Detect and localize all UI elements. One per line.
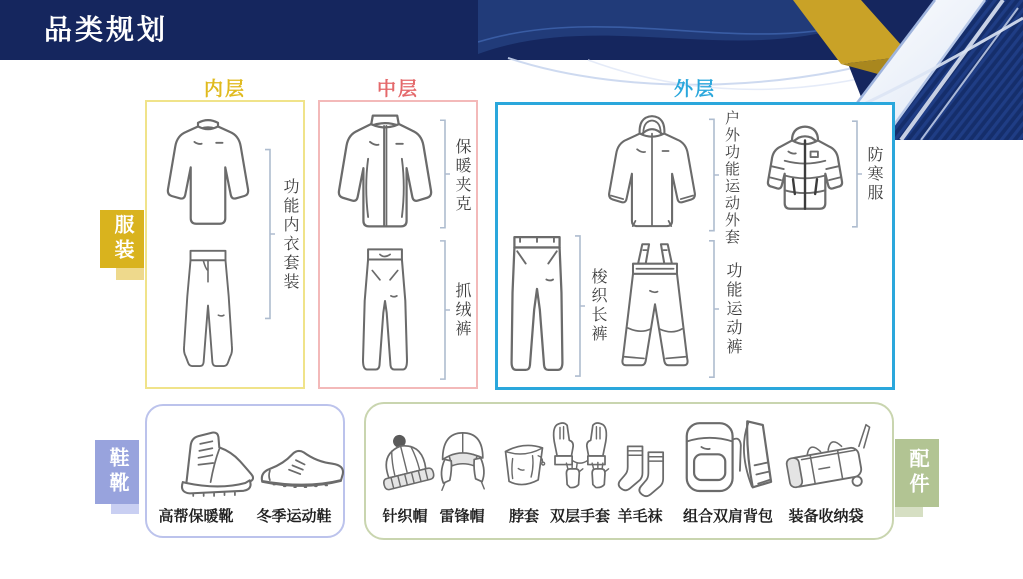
base-layer-top-icon [158,112,258,230]
item-label: 脖套 [508,508,539,525]
shell-jacket-icon [597,109,707,235]
item-label: 冬季运动鞋 [256,508,332,525]
bracket-label-insulated-jacket: 保暖夹克 [453,138,470,214]
item-label: 双层手套 [549,508,610,525]
bracket-label-woven-pants: 梭织长裤 [589,268,606,344]
knit-hat-icon [374,420,436,502]
bib-pants-icon [611,230,699,382]
boot-icon [162,423,254,503]
layer-title-middle: 中层 [376,79,419,100]
page-title: 品类规划 [44,14,169,45]
backpack-icon [672,414,784,502]
woven-pants-icon [505,229,569,379]
bracket-label-fleece-pants: 抓绒裤 [453,281,470,339]
layer-title-inner: 内层 [203,79,246,100]
bracket [849,119,863,229]
header-bar [0,0,1023,60]
apparel-badge: 服装 [100,210,144,268]
duffel-bag-icon [775,412,877,502]
base-layer-pants-icon [177,230,239,386]
fleece-pants-icon [352,233,418,385]
down-jacket-icon [757,112,853,228]
bracket-label-bib-pants: 功能运动裤 [724,262,741,357]
item-label: 组合双肩背包 [682,508,773,525]
bracket [572,233,586,379]
insulated-jacket-icon [328,110,442,232]
trapper-hat-icon [429,413,495,503]
item-label: 针织帽 [382,508,428,525]
item-label: 雷锋帽 [439,508,485,525]
layer-title-outer: 外层 [673,79,716,100]
footwear-badge: 鞋靴 [95,440,139,504]
bracket-label-base-set: 功能内衣套装 [281,178,298,292]
bracket [706,117,720,233]
gloves-icon [540,407,620,505]
socks-icon [610,437,672,503]
accessories-badge: 配件 [895,439,939,507]
bracket-label-down-jacket: 防寒服 [865,145,882,203]
item-label: 羊毛袜 [617,508,663,525]
sneaker-icon [256,441,348,495]
bracket [437,238,451,382]
bracket-label-shell-jacket: 户外功能运动外套 [723,110,740,246]
item-label: 高帮保暖靴 [158,508,234,525]
bracket [437,118,451,230]
bracket [706,238,720,380]
bracket [262,146,276,322]
badge-tab [116,268,144,280]
item-label: 装备收纳袋 [788,508,864,525]
